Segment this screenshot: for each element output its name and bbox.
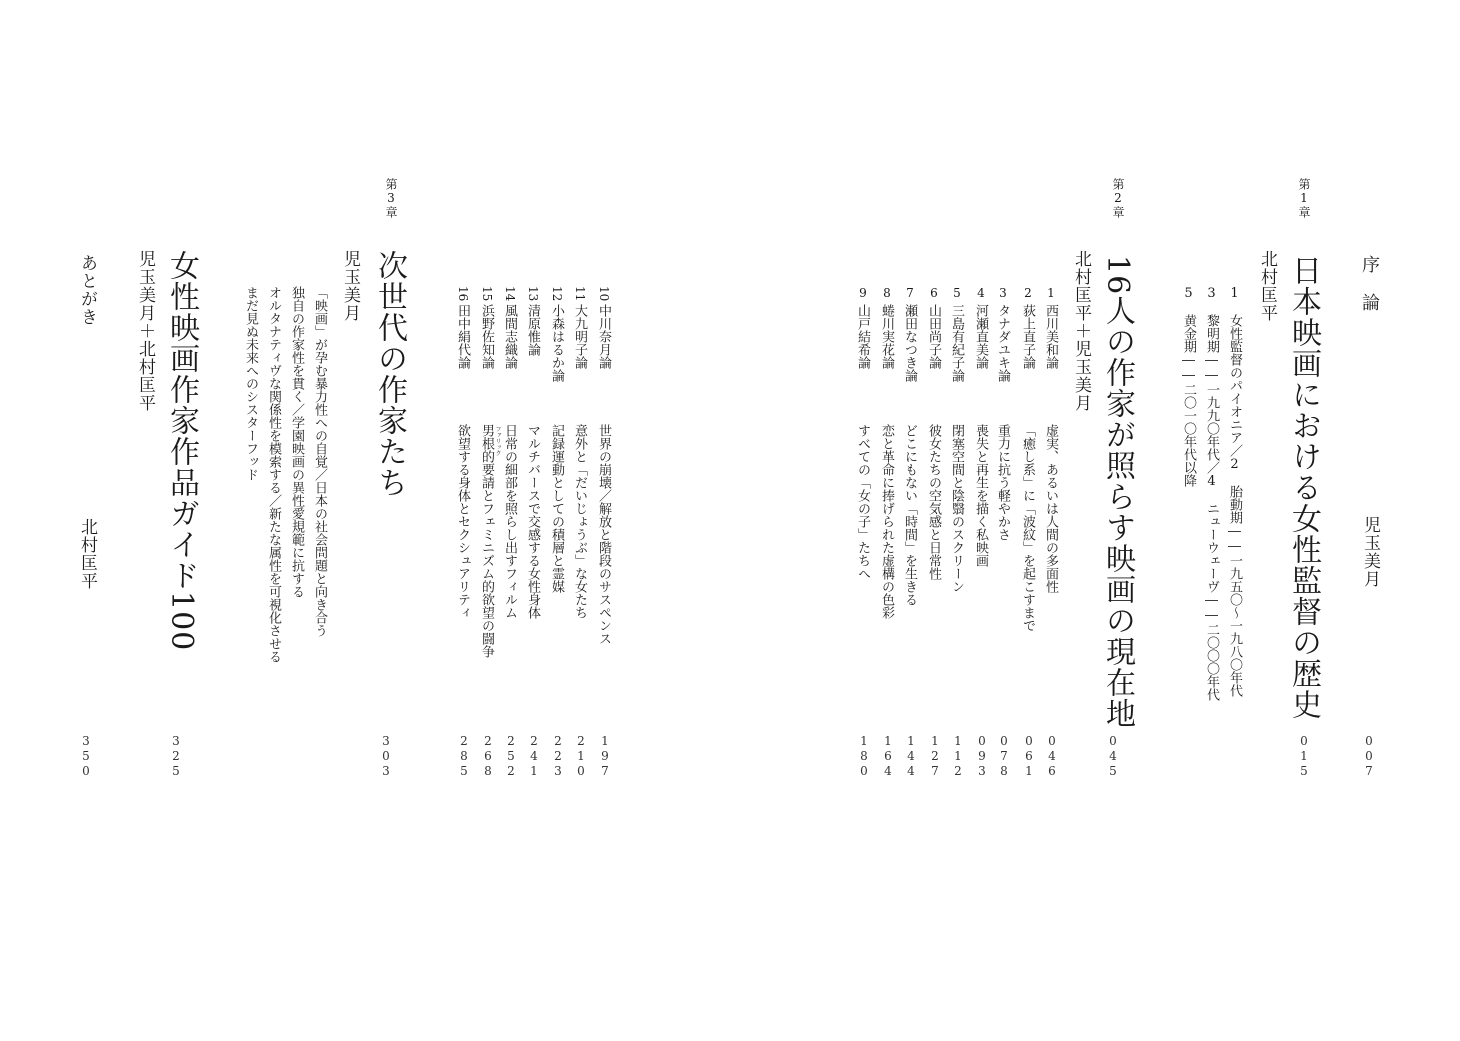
- chapter1-author: 北村匡平: [1257, 250, 1277, 322]
- chapter2-entry-number: 9: [856, 286, 870, 300]
- chapter2-label: 第2章: [1111, 178, 1125, 219]
- chapter2-title: 16人の作家が照らす映画の現在地: [1100, 255, 1135, 730]
- chapter3-title: 次世代の作家たち: [372, 250, 407, 498]
- chapter2-entry-number: 4: [974, 286, 988, 300]
- chapter2-entry-subtitle: 彼女たちの空気感と日常性: [926, 424, 941, 580]
- chapter2-entry-name: 小森はるか論: [549, 304, 564, 382]
- guide-page: 325: [169, 734, 183, 779]
- chapter2-entry-number: 6: [927, 286, 941, 300]
- chapter3-author: 児玉美月: [340, 250, 360, 322]
- chapter2-entry-subtitle: 虚実、あるいは人間の多面性: [1043, 424, 1058, 593]
- chapter2-entry-number: 5: [950, 286, 964, 300]
- chapter2-entry-name: 清原惟論: [525, 304, 540, 356]
- chapter2-entry-subtitle: マルチバースで交感する女性身体: [525, 424, 540, 619]
- chapter2-entry-name: 浜野佐知論: [479, 304, 494, 369]
- chapter3-label: 第3章: [384, 178, 398, 219]
- chapter2-entry-name: 風間志織論: [502, 304, 517, 369]
- chapter2-entry-name: 河瀬直美論: [973, 304, 988, 369]
- chapter1-title: 日本映画における女性監督の歴史: [1286, 255, 1321, 720]
- chapter2-entry-subtitle: 欲望する身体とセクシュアリティ: [455, 424, 470, 619]
- chapter2-entry-page: 127: [928, 734, 942, 779]
- chapter2-entry-ruby: ファリック: [494, 426, 501, 456]
- chapter2-entry-subtitle: 「癒し系」に「波紋」を起こすまで: [1020, 424, 1035, 632]
- chapter2-entry-name: 三島有紀子論: [949, 304, 964, 382]
- chapter3-line: オルタナティヴな関係性を模索する／新たな属性を可視化させる: [266, 286, 281, 663]
- chapter2-entry-page: 197: [598, 734, 612, 779]
- chapter2-entry-number: 11: [573, 286, 587, 302]
- preface-title: 序 論: [1359, 255, 1380, 312]
- chapter2-entry-subtitle: 意外と「だいじょうぶ」な女たち: [572, 424, 587, 619]
- chapter2-entry-name: タナダユキ論: [995, 304, 1010, 382]
- chapter2-entry-page: 144: [904, 734, 918, 779]
- chapter2-entry-number: 2: [1021, 286, 1035, 300]
- chapter2-entry-name: 山戸結希論: [855, 304, 870, 369]
- chapter2-entry-page: 285: [457, 734, 471, 779]
- chapter2-entry-subtitle: 日常の細部を照らし出すフィルム: [502, 424, 517, 619]
- chapter3-page: 303: [379, 734, 393, 779]
- chapter1-label: 第1章: [1297, 178, 1311, 219]
- chapter2-entry-name: 田中絹代論: [455, 304, 470, 369]
- chapter2-entry-subtitle: 男根的要請とフェミニズム的欲望の闘争: [479, 424, 494, 658]
- chapter2-entry-name: 荻上直子論: [1020, 304, 1035, 369]
- chapter2-entry-page: 210: [574, 734, 588, 779]
- chapter2-entry-subtitle: 閉塞空間と陰翳のスクリーン: [949, 424, 964, 593]
- chapter2-entry-name: 山田尚子論: [926, 304, 941, 369]
- chapter2-entry-number: 8: [880, 286, 894, 300]
- guide-author: 児玉美月＋北村匡平: [135, 250, 155, 412]
- chapter3-line: 「映画」が孕む暴力性への自覚／日本の社会問題と向き合う: [312, 286, 327, 637]
- chapter3-line: まだ見ぬ未来へのシスターフッド: [243, 286, 258, 481]
- chapter2-entry-number: 1: [1044, 286, 1058, 300]
- chapter2-entry-subtitle: 記録運動としての積層と霊媒: [549, 424, 564, 593]
- preface-page: 007: [1362, 734, 1376, 779]
- chapter1-page: 015: [1297, 734, 1311, 779]
- chapter2-entry-number: 3: [996, 286, 1010, 300]
- chapter1-section-line: 1 女性監督のパイオニア／2 胎動期――一九五〇～一九八〇年代: [1227, 286, 1242, 697]
- preface-author: 児玉美月: [1360, 516, 1380, 588]
- chapter2-entry-number: 12: [550, 286, 564, 302]
- chapter2-entry-subtitle: どこにもない「時間」を生きる: [902, 424, 917, 606]
- chapter2-entry-name: 蜷川実花論: [879, 304, 894, 369]
- chapter2-entry-number: 14: [503, 286, 517, 302]
- chapter2-entry-name: 瀬田なつき論: [902, 304, 917, 382]
- chapter2-entry-page: 078: [997, 734, 1011, 779]
- chapter1-section-line: 3 黎明期――一九九〇年代／4 ニューウェーヴ――二〇〇〇年代: [1204, 286, 1219, 701]
- chapter2-entry-number: 13: [526, 286, 540, 302]
- chapter2-entry-page: 046: [1045, 734, 1059, 779]
- chapter2-author: 北村匡平＋児玉美月: [1071, 250, 1091, 412]
- chapter2-entry-subtitle: すべての「女の子」たちへ: [855, 424, 870, 580]
- chapter1-section-line: 5 黄金期――二〇一〇年代以降: [1181, 286, 1196, 487]
- chapter2-entry-number: 15: [480, 286, 494, 302]
- chapter2-page: 045: [1106, 734, 1120, 779]
- chapter2-entry-page: 252: [504, 734, 518, 779]
- chapter2-entry-name: 中川奈月論: [596, 304, 611, 369]
- chapter2-entry-page: 093: [975, 734, 989, 779]
- chapter2-entry-page: 223: [551, 734, 565, 779]
- chapter2-entry-page: 268: [481, 734, 495, 779]
- chapter2-entry-name: 西川美和論: [1043, 304, 1058, 369]
- chapter2-entry-number: 7: [903, 286, 917, 300]
- afterword-title: あとがき: [77, 254, 97, 326]
- chapter2-entry-page: 112: [951, 734, 965, 779]
- chapter2-entry-page: 061: [1022, 734, 1036, 779]
- chapter2-entry-page: 180: [857, 734, 871, 779]
- chapter2-entry-page: 241: [527, 734, 541, 779]
- chapter2-entry-number: 16: [456, 286, 470, 302]
- guide-title: 女性映画作家作品ガイド100: [164, 250, 199, 652]
- chapter2-entry-number: 10: [597, 286, 611, 302]
- chapter2-entry-subtitle: 世界の崩壊／解放と階段のサスペンス: [596, 424, 611, 645]
- chapter2-entry-subtitle: 喪失と再生を描く私映画: [973, 424, 988, 567]
- chapter2-entry-page: 164: [881, 734, 895, 779]
- chapter3-line: 独自の作家性を貫く／学園映画の異性愛規範に抗する: [289, 286, 304, 598]
- afterword-author: 北村匡平: [77, 518, 97, 590]
- chapter2-entry-subtitle: 恋と革命に捧げられた虚構の色彩: [879, 424, 894, 619]
- afterword-page: 350: [79, 734, 93, 779]
- chapter2-entry-name: 大九明子論: [572, 304, 587, 369]
- chapter2-entry-subtitle: 重力に抗う軽やかさ: [995, 424, 1010, 541]
